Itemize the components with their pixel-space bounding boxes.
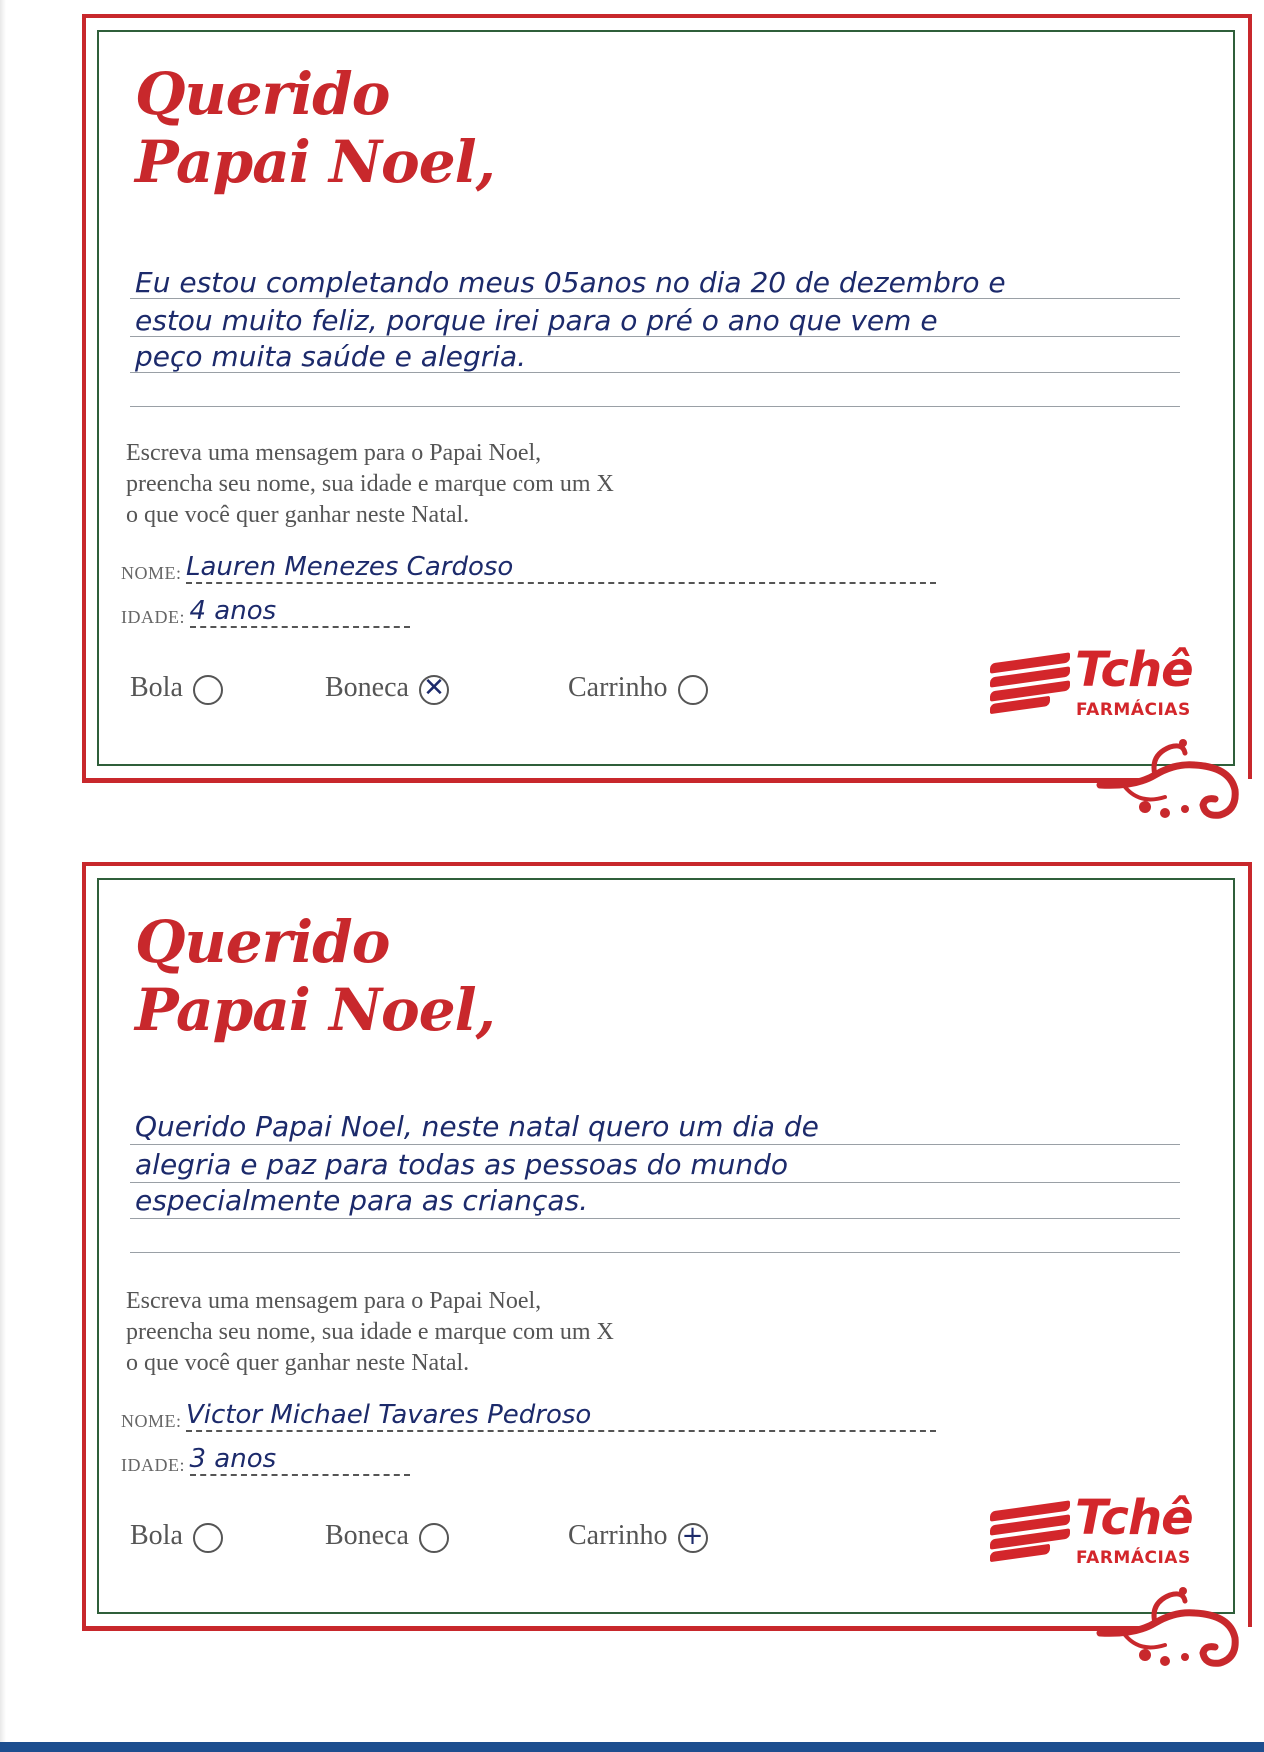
card-title-line2: Papai Noel,	[135, 976, 495, 1044]
option-label: Carrinho	[568, 1520, 668, 1551]
instruction-line: o que você quer ganhar neste Natal.	[126, 1350, 470, 1376]
card-title-line1: Querido	[135, 908, 390, 976]
instructions	[126, 438, 614, 531]
name-value: Lauren Menezes Cardoso	[186, 552, 936, 584]
option-label: Bola	[130, 1520, 183, 1551]
logo-subtitle: FARMÁCIAS	[1076, 1548, 1191, 1568]
handwritten-message-line: Querido Papai Noel, neste natal quero um dia de	[135, 1110, 819, 1143]
writing-line	[130, 1218, 1180, 1219]
handwritten-message-line: especialmente para as crianças.	[135, 1184, 589, 1217]
card-title-line1: Querido	[135, 60, 390, 128]
logo-subtitle: FARMÁCIAS	[1076, 700, 1191, 720]
christmas-card-1	[0, 0, 1264, 800]
age-field	[121, 596, 410, 628]
option-label: Boneca	[325, 1520, 409, 1551]
tche-farmacias-logo	[990, 1490, 1205, 1570]
logo-stripes-icon	[990, 654, 1070, 708]
writing-line	[130, 1144, 1180, 1145]
name-label: NOME:	[121, 563, 182, 583]
name-field	[121, 1400, 936, 1432]
option-bola	[130, 1520, 223, 1553]
option-label: Carrinho	[568, 672, 668, 703]
check-mark: +	[681, 1520, 704, 1551]
card-bottom-border	[82, 1626, 1142, 1631]
age-label: IDADE:	[121, 607, 185, 627]
logo-stripes-icon	[990, 1502, 1070, 1556]
checkbox-circle-icon	[419, 672, 449, 705]
name-field	[121, 552, 936, 584]
handwritten-message-line: alegria e paz para todas as pessoas do mundo	[135, 1148, 789, 1181]
handwritten-message-line: estou muito feliz, porque irei para o pré o ano que vem e	[135, 304, 938, 337]
option-boneca	[325, 1520, 449, 1553]
age-field	[121, 1444, 410, 1476]
flourish-ornament-icon	[1095, 1583, 1245, 1673]
checkbox-circle-icon	[678, 675, 708, 705]
logo-word: Tchê	[1075, 642, 1193, 698]
age-value: 3 anos	[190, 1444, 410, 1476]
instruction-line: Escreva uma mensagem para o Papai Noel,	[126, 440, 542, 466]
instruction-line: o que você quer ganhar neste Natal.	[126, 502, 470, 528]
name-label: NOME:	[121, 1411, 182, 1431]
age-label: IDADE:	[121, 1455, 185, 1475]
checkbox-circle-icon	[678, 1520, 708, 1553]
option-carrinho	[568, 1520, 708, 1553]
instruction-line: preencha seu nome, sua idade e marque com um X	[126, 1319, 614, 1345]
christmas-card-2	[0, 848, 1264, 1648]
name-value: Victor Michael Tavares Pedroso	[186, 1400, 936, 1432]
option-bola	[130, 672, 223, 705]
option-label: Boneca	[325, 672, 409, 703]
card-title-line2: Papai Noel,	[135, 128, 495, 196]
instructions	[126, 1286, 614, 1379]
option-boneca	[325, 672, 449, 705]
logo-word: Tchê	[1075, 1490, 1193, 1546]
option-carrinho	[568, 672, 708, 705]
option-label: Bola	[130, 672, 183, 703]
checkbox-circle-icon	[419, 1523, 449, 1553]
scan-bottom-edge	[0, 1742, 1264, 1752]
handwritten-message-line: peço muita saúde e alegria.	[135, 340, 527, 373]
checkbox-circle-icon	[193, 675, 223, 705]
writing-line	[130, 406, 1180, 407]
handwritten-message-line: Eu estou completando meus 05anos no dia 20 de dezembro e	[135, 266, 1006, 299]
instruction-line: Escreva uma mensagem para o Papai Noel,	[126, 1288, 542, 1314]
writing-line	[130, 1182, 1180, 1183]
age-value: 4 anos	[190, 596, 410, 628]
flourish-ornament-icon	[1095, 735, 1245, 825]
checkbox-circle-icon	[193, 1523, 223, 1553]
tche-farmacias-logo	[990, 642, 1205, 722]
instruction-line: preencha seu nome, sua idade e marque com um X	[126, 471, 614, 497]
check-mark: ✕	[423, 672, 445, 703]
card-bottom-border	[82, 778, 1142, 783]
writing-line	[130, 1252, 1180, 1253]
